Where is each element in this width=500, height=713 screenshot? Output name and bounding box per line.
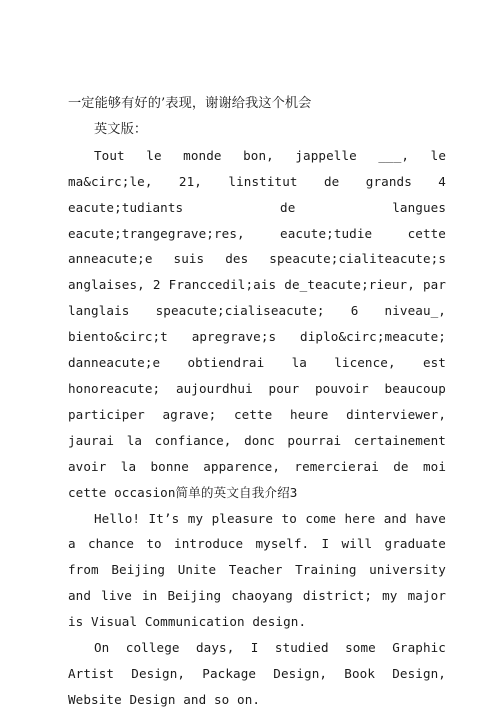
paragraph-closing-thanks: 一定能够有好的’表现，谢谢给我这个机会	[68, 96, 312, 111]
paragraph-french-introduction: Tout le monde bon, jappelle ___, le ma&circ;le, 21, linstitut de grands 4 eacute;tudiants de langues eacute;trangegrave;res, eacute;tudie cette anneacute;e suis des speacute;cialiteacute;s anglaises, 2 Franccedil;ais de_teacute;rieur, par langlais speacute;cialiseacute; 6 niveau_, biento&circ;t apregrave;s diplo&circ;meacute; danneacute;e obtiendrai la licence, est honoreacute; aujourdhui pour pouvoir beaucoup participer agrave; cette heure dinterviewer, jaurai la confiance, donc pourrai certainement avoir la bonne apparence, remercierai de moi cette occasion简单的英文自我介绍3	[68, 147, 446, 500]
paragraph-college-studies: On college days, I studied some Graphic Artist Design, Package Design, Book Design, Website Design and so on.	[68, 640, 446, 707]
paragraph-english-version-heading: 英文版：	[94, 121, 148, 137]
document-body	[68, 91, 446, 713]
paragraph-english-greeting: Hello! It’s my pleasure to come here and have a chance to introduce myself. I will graduate from Beijing Unite Teacher Training university and live in Beijing chaoyang district; my major is Visual Communication design.	[68, 510, 446, 630]
